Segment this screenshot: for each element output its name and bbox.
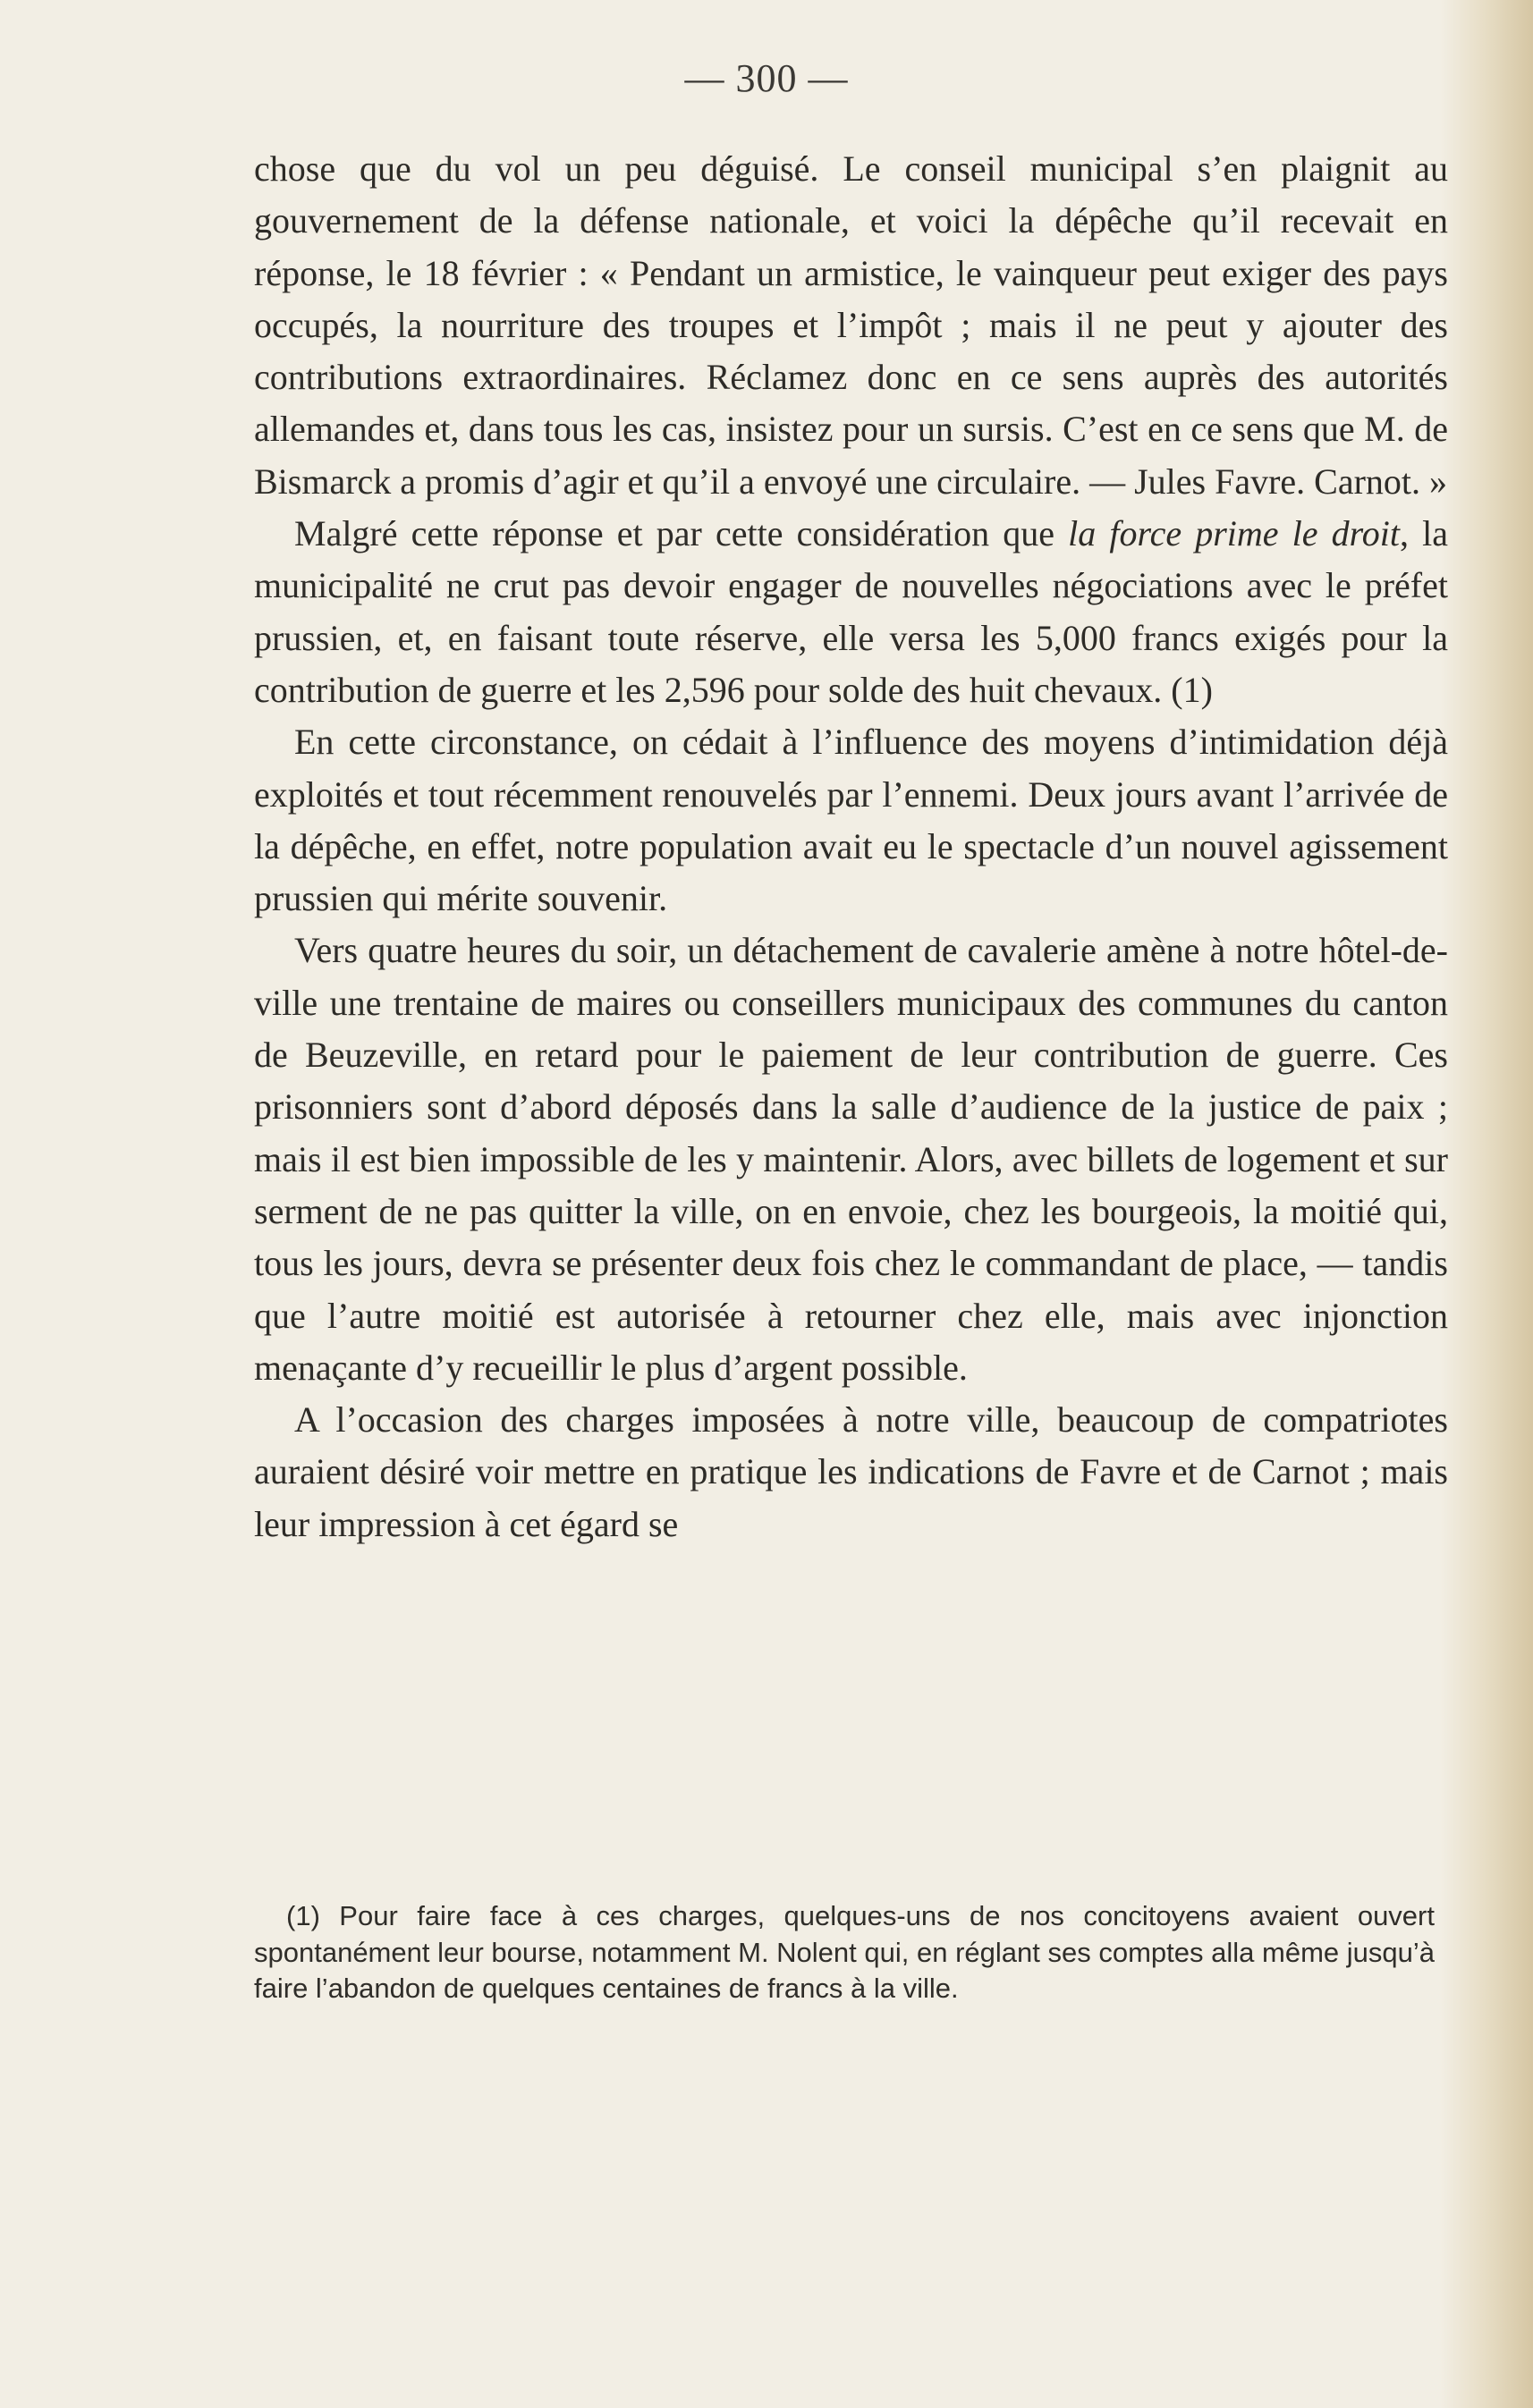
paragraph-4: Vers quatre heures du soir, un détachement de cavalerie amène à notre hôtel-de-ville une trentaine de maires ou conseillers municipaux des communes du canton de Beuzeville, en retard pour le paiement de leur contribution de guerre. Ces prisonniers sont d’abord déposés dans la salle d’audience de la justice de paix ; mais il est bien impossible de les y maintenir. Alors, avec billets de logement et sur serment de ne pas quitter la ville, on en envoie, chez les bourgeois, la moitié qui, tous les jours, devra se présenter deux fois chez le commandant de place, — tandis que l’autre moitié est autorisée à retourner chez elle, mais avec injonction menaçante d’y recueillir le plus d’argent possible. — [254, 930, 1448, 1388]
paragraph-2-before: Malgré cette réponse et par cette considération que — [294, 513, 1069, 554]
body-text — [254, 143, 1448, 1550]
paragraph-1: chose que du vol un peu déguisé. Le conseil municipal s’en plaignit au gouvernement de la défense nationale, et voici la dépêche qu’il recevait en réponse, le 18 février : « Pendant un armistice, le vainqueur peut exiger des pays occupés, la nourriture des troupes et l’impôt ; mais il ne peut y ajouter des contributions extraordinaires. Réclamez donc en ce sens auprès des autorités allemandes et, dans tous les cas, insistez pour un sursis. C’est en ce sens que M. de Bismarck a promis d’agir et qu’il a envoyé une circulaire. — Jules Favre. Carnot. » — [254, 148, 1448, 502]
paragraph-2-italic: la force prime le droit — [1068, 513, 1400, 554]
paragraph-2-after: , la municipalité ne crut pas devoir engager de nouvelles négociations avec le préfet prussien, et, en faisant toute réserve, elle versa les 5,000 francs exigés pour la contribution de guerre et les 2,596 pour solde des huit chevaux. (1) — [254, 513, 1449, 710]
paragraph-2 — [254, 508, 1448, 716]
page-number: — 300 — — [684, 56, 849, 100]
paragraph-3: En cette circonstance, on cédait à l’influence des moyens d’intimidation déjà exploités et tout récemment renouvelés par l’ennemi. Deux jours avant l’arrivée de la dépêche, en effet, notre population avait eu le spectacle d’un nouvel agissement prussien qui mérite souvenir. — [254, 722, 1448, 919]
footnote-text: (1) Pour faire face à ces charges, quelques-uns de nos concitoyens avaient ouvert spontanément leur bourse, notamment M. Nolent qui, en réglant ses comptes alla même jusqu’à faire l’abandon de quelques centaines de francs à la ville. — [254, 1900, 1435, 2004]
paragraph-5: A l’occasion des charges imposées à notre ville, beaucoup de compatriotes auraient désiré voir mettre en pratique les indications de Favre et de Carnot ; mais leur impression à cet égard se — [254, 1399, 1448, 1544]
footnote — [254, 1898, 1435, 2007]
